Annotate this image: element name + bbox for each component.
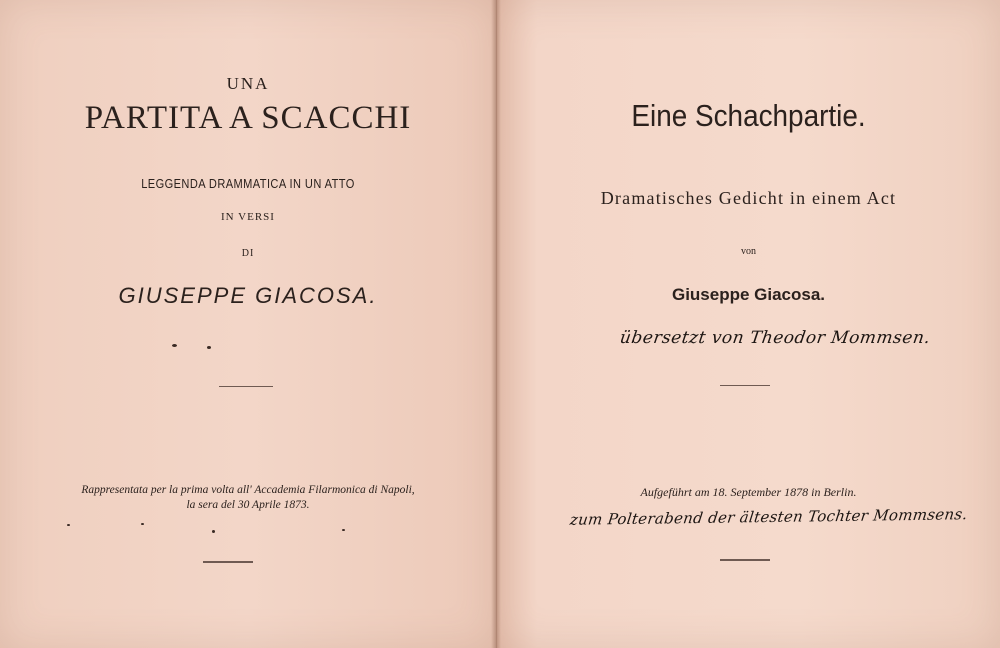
left-performance-note [0, 483, 496, 513]
left-title-una: UNA [226, 74, 270, 93]
ink-speck [172, 344, 177, 347]
left-divider [219, 386, 273, 387]
handwritten-dedication: zum Polterabend der ältesten Tochter Mommsens. [568, 505, 969, 529]
right-bottom-divider [720, 559, 770, 561]
right-von: von [741, 246, 756, 257]
right-subtitle: Dramatisches Gedicht in einem Act [600, 188, 897, 208]
right-divider [720, 385, 770, 386]
handwritten-translator-note: übersetzt von Theodor Mommsen. [618, 328, 932, 348]
left-di: DI [241, 248, 255, 259]
ink-speck [207, 346, 211, 349]
left-author: GIUSEPPE GIACOSA. [118, 283, 378, 308]
right-author: Giuseppe Giacosa. [671, 285, 826, 304]
right-title: Eine Schachpartie. [631, 98, 866, 133]
ink-speck [212, 530, 215, 533]
left-title: PARTITA A SCACCHI [84, 100, 412, 136]
left-in-versi: IN VERSI [221, 211, 275, 223]
ink-speck [141, 523, 144, 525]
left-performance-line1: Rappresentata per la prima volta all' Accademia Filarmonica di Napoli, [81, 484, 415, 496]
left-page [0, 0, 496, 648]
right-page [497, 0, 1000, 648]
ink-speck [67, 524, 70, 526]
book-gutter [491, 0, 501, 648]
left-subtitle: LEGGENDA DRAMMATICA IN UN ATTO [141, 176, 355, 191]
left-performance-line2: la sera del 30 Aprile 1873. [186, 499, 310, 511]
right-performance-note: Aufgeführt am 18. September 1878 in Berlin. [640, 485, 857, 499]
ink-speck [342, 529, 345, 531]
left-bottom-divider [203, 561, 253, 563]
